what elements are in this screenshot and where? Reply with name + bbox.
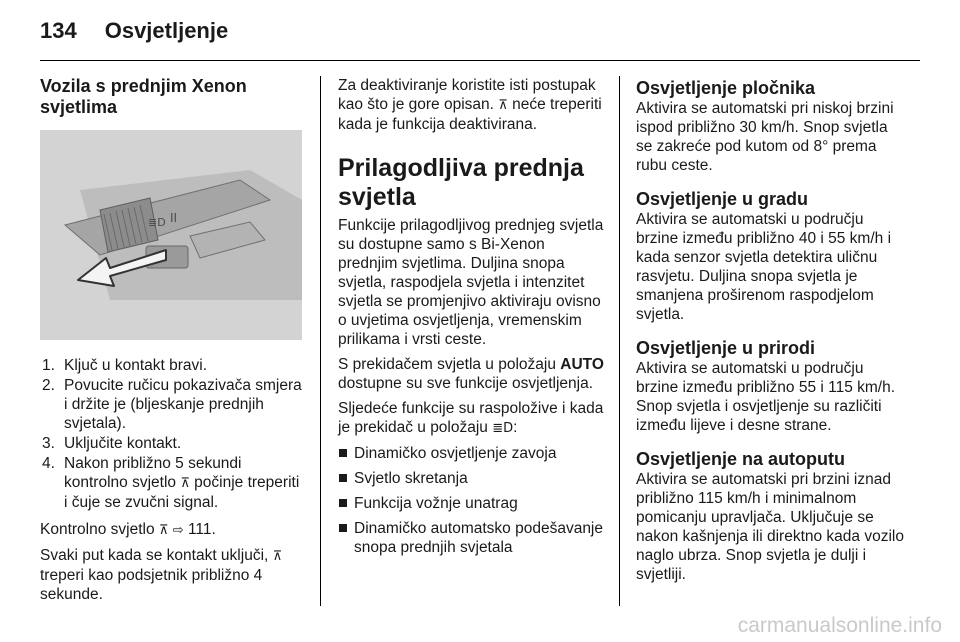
page-reference[interactable]: 111. — [187, 521, 216, 538]
warning-light-icon: ⊼ — [272, 549, 283, 564]
list-item: 2. Povucite ručicu pokazivača smjera i držite je (bljeskanje prednjih svjetala). — [42, 377, 302, 432]
page-number: 134 — [40, 18, 77, 43]
list-item: Svjetlo skretanja — [338, 469, 604, 488]
paragraph: Kontrolno svjetlo ⊼ ⇨ 111. — [40, 521, 216, 538]
list-item: Funkcija vožnje unatrag — [338, 494, 604, 513]
section-heading: Osvjetljenje pločnika — [636, 78, 816, 98]
chapter-title: Osvjetljenje — [104, 18, 229, 43]
paragraph: Aktivira se automatski u području brzine između približno 40 i 55 km/h i kada senzor svjetla detektira uličnu rasvjetu. Duljina snopa svjetla je smanjena proširenom raspodjelom svjetla. — [636, 211, 892, 323]
list-item: 1. Ključ u kontakt bravi. — [42, 357, 208, 374]
column-divider — [320, 76, 321, 606]
svg-text:II: II — [170, 211, 178, 225]
list-item: Dinamičko automatsko podešavanje snopa prednjih svjetala — [338, 519, 604, 557]
paragraph: Aktivira se automatski pri niskoj brzini ispod približno 30 km/h. Snop svjetla se zakreće pod kutom od 8° prema rubu ceste. — [636, 100, 894, 174]
column-1 — [40, 76, 302, 610]
paragraph: Za deaktiviranje koristite isti postupak kao što je gore opisan. ⊼ neće treperiti kada je funkcija deaktivirana. — [338, 77, 602, 133]
paragraph: Aktivira se automatski u području brzine između približno 55 i 115 km/h. Snop svjetla i osvjetljenje su različiti između lijeve i desne strane. — [636, 360, 896, 434]
warning-light-icon: ⊼ — [498, 98, 508, 113]
section-heading: Prilagodljiva prednja svjetla — [338, 154, 584, 211]
page-header — [40, 18, 228, 44]
turn-signal-lever-illustration — [40, 130, 302, 340]
header-rule — [40, 60, 920, 61]
section-heading: Osvjetljenje na autoputu — [636, 449, 846, 469]
warning-light-icon: ⊼ — [180, 476, 190, 491]
column-divider — [619, 76, 620, 606]
feature-list — [338, 444, 604, 557]
paragraph: Funkcije prilagodljivog prednjeg svjetla su dostupne samo s Bi-Xenon prednjim svjetlima. Duljina snopa svjetla, raspodjela svjetla i intenzitet svjetla se promjenjivo aktiviraju ovisno o uvjetima osvjetljenja, vremenskim prilikama i vrsti ceste. — [338, 217, 604, 348]
paragraph: Aktivira se automatski pri brzini iznad približno 115 km/h i minimalnom pomicanju upravljača. Uključuje se nakon kašnjenja ili direktno kada vozilo naglo ubrza. Snop svjetla je dulji i svjetliji. — [636, 471, 904, 583]
page-reference-arrow-icon: ⇨ — [172, 523, 184, 538]
warning-light-icon: ⊼ — [158, 523, 169, 538]
column-3 — [636, 76, 904, 590]
high-beam-icon: ≣D — [492, 421, 514, 436]
watermark: carmanualsonline.info — [737, 614, 942, 637]
paragraph: S prekidačem svjetla u položaju AUTO dostupne su sve funkcije osvjetljenja. — [338, 356, 604, 392]
auto-label: AUTO — [560, 356, 604, 373]
column-2 — [338, 76, 604, 563]
section-heading: Osvjetljenje u gradu — [636, 189, 809, 209]
lever-drawing — [40, 130, 302, 340]
paragraph: Svaki put kada se kontakt uključi, ⊼ treperi kao podsjetnik približno 4 sekunde. — [40, 547, 283, 603]
svg-text:≣D: ≣D — [148, 216, 166, 229]
step-list — [40, 356, 302, 512]
section-heading: Osvjetljenje u prirodi — [636, 338, 816, 358]
list-item: 4. Nakon približno 5 sekundi kontrolno svjetlo ⊼ počinje treperiti i čuje se zvučni signal. — [42, 455, 300, 511]
list-item: Dinamičko osvjetljenje zavoja — [338, 444, 604, 463]
list-item: 3. Uključite kontakt. — [42, 435, 182, 452]
section-heading: Vozila s prednjim Xenon svjetlima — [40, 76, 247, 117]
paragraph: Sljedeće funkcije su raspoložive i kada je prekidač u položaju ≣D: — [338, 400, 604, 436]
